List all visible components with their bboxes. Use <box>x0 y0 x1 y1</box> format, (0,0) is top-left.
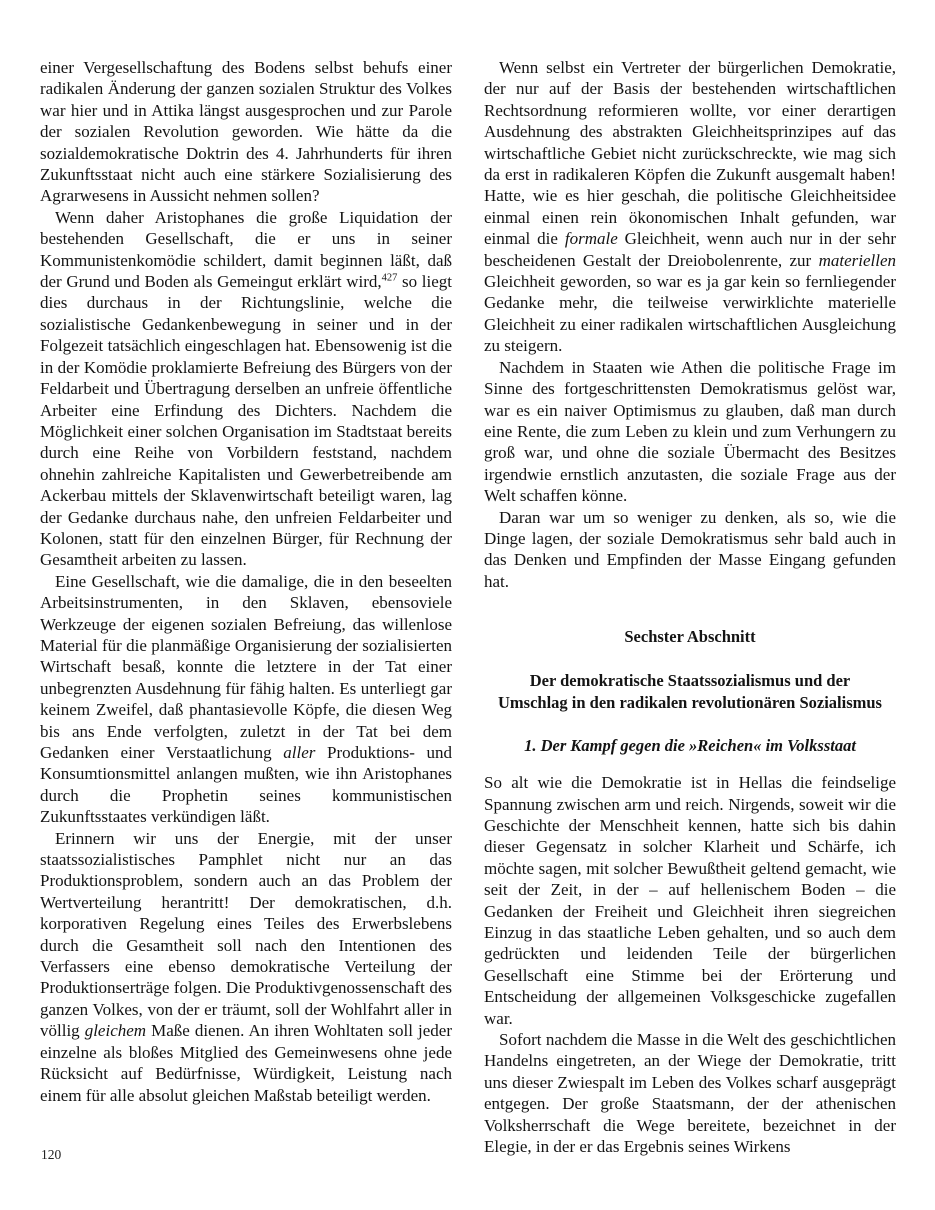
paragraph: Wenn selbst ein Vertreter der bürgerlichen Demokratie, der nur auf der Basis der bestehenden wirtschaftlichen Rechtsordnung reformieren wollte, vor einer derartigen Ausdehnung des abstrakten Gleichheitsprinzipes auf das wirtschaftliche Gebiet nicht zurückschreckte, wie mag sich da erst in radikaleren Köpfen die Zukunft ausgemalt haben! Hatte, wie es hier geschah, die politische Gleichheitsidee einmal einen rein ökonomischen Inhalt gefunden, war einmal die formale Gleichheit, wenn auch nur in der sehr bescheidenen Gestalt der Dreiobolenrente, zur materiellen Gleichheit geworden, so war es ja gar kein so fernliegender Gedanke mehr, die teilweise verwirklichte materielle Gleichheit zu einer radikalen wirtschaftlichen Ausgleichung zu steigern. <box>484 58 896 356</box>
left-column <box>40 57 452 1157</box>
text-block <box>40 57 896 1157</box>
paragraph: So alt wie die Demokratie ist in Hellas die feindselige Spannung zwischen arm und reich. Nirgends, soweit wir die Geschichte der Menschheit kennen, hatte sich bis dahin dieser Gegensatz in solcher Klarheit und Schärfe, ich möchte sagen, mit solcher Bewußtheit geltend gemacht, wie seit der Zeit, in der – auf hellenischem Boden – die Gedanken der Freiheit und Gleichheit ihren siegreichen Einzug in das staatliche Leben gehalten, und so auch dem gedrückten und leidenden Teile der bürgerlichen Gesellschaft eine Stimme bei der Erörterung und Entscheidung der allgemeinen Volksgeschicke zugefallen war. <box>484 773 896 1028</box>
chapter-title-line: Der demokratische Staatssozialismus und der <box>529 671 851 691</box>
right-column <box>484 57 896 1157</box>
paragraph: Wenn daher Aristophanes die große Liquidation der bestehenden Gesellschaft, die er uns in seiner Kommunistenkomödie schildert, damit beginnen läßt, daß der Grund und Boden als Gemeingut erklärt wird,$^{427}$ so liegt dies durchaus in der Richtungslinie, welche die sozialistische Gedankenbewegung in seiner und in der Folgezeit tatsächlich eingeschlagen hat. Ebensowenig ist die in der Komödie proklamierte Befreiung des Bürgers von der Feldarbeit und Übertragung derselben an unfreie öffentliche Arbeiter eine Erfindung des Dichters. Nachdem die Möglichkeit einer solchen Organisation im Stadtstaat bereits durch eine Reihe von Vorbildern feststand, nachdem ohnehin zahlreiche Kapitalisten und Gewerbetreibende am Ackerbau mittels der Sklavenwirtschaft beteiligt waren, lag der Gedanke durchaus nahe, den unfreien Feldarbeiter und Kolonen, statt für den einzelnen Bürger, für Rechnung der Gesamtheit arbeiten zu lassen. <box>40 207 452 570</box>
section-heading: Sechster Abschnitt <box>624 627 756 647</box>
subsection-heading: 1. Der Kampf gegen die »Reichen« im Volksstaat <box>524 736 856 756</box>
paragraph: einer Vergesellschaftung des Bodens selbst behufs einer radikalen Änderung der ganzen sozialen Struktur des Volkes war hier und in Attika längst ausgesprochen und zur Parole der sozialen Revolution geworden. Wie hätte da die sozialdemokratische Doktrin des 4. Jahrhunderts für ihren Zukunftsstaat nicht auch eine stärkere Sozialisierung des Agrarwesens in Aussicht nehmen sollen? <box>40 58 452 206</box>
paragraph: Nachdem in Staaten wie Athen die politische Frage im Sinne des fortgeschrittensten Demokratismus gelöst war, war es ein naiver Optimismus zu glauben, daß man durch eine Rente, die zum Leben zu klein und zum Verhungern zu groß war, und ohne die soziale Übermacht des Besitzes irgendwie ernstlich anzutasten, die soziale Frage aus der Welt schaffen könne. <box>484 357 896 506</box>
paragraph: Sofort nachdem die Masse in die Welt des geschichtlichen Handelns eingetreten, an der Wiege der Demokratie, tritt uns dieser Zwiespalt im Leben des Volkes scharf ausgeprägt entgegen. Der große Staatsmann, der der athenischen Volksherrschaft die Wege bereitete, bezeichnet in der Elegie, in der er das Ergebnis seines Wirkens <box>484 1030 896 1157</box>
chapter-title-line: Umschlag in den radikalen revolutionären Sozialismus <box>498 693 882 713</box>
paragraph: Erinnern wir uns der Energie, mit der unser staatssozialistisches Pamphlet nicht nur an das Produktionsproblem, sondern auch an das Problem der Wertverteilung herantritt! Der demokratischen, d.h. korporativen Regelung eines Teiles des Erwerbslebens durch die Gesamtheit soll nach den Intentionen des Verfassers eine ebenso demokratische Verteilung der Produktionserträge folgen. Die Produktivgenossenschaft des ganzen Volkes, von der er träumt, soll der Wohlfahrt aller in völlig gleichem Maße dienen. An ihren Wohltaten soll jeder einzelne als bloßes Mitglied des Gemeinwesens ohne jede Rücksicht auf Bedürfnisse, Würdigkeit, Leistung nach einem für alle absolut gleichen Maßstab beteiligt werden. <box>40 828 452 1105</box>
page-number: 120 <box>41 1147 62 1162</box>
chapter-title <box>484 670 896 714</box>
paragraph: Daran war um so weniger zu denken, als so, wie die Dinge lagen, der soziale Demokratismus sehr bald auch in das Denken und Empfinden der Masse Eingang gefunden hat. <box>484 507 896 591</box>
paragraph: Eine Gesellschaft, wie die damalige, die in den beseelten Arbeitsinstrumenten, in den Sklaven, ebensoviele Werkzeuge der eigenen sozialen Befreiung, das willenlose Material für die planmäßige Organisierung der sozialisierten Wirtschaft besaß, konnte die letztere in der Tat einer unbegrenzten Ausdehnung für fähig halten. Es unterliegt gar keinem Zweifel, daß phantasievolle Köpfe, die diesen Weg bis ans Ende verfolgten, zuletzt in der Tat bei dem Gedanken einer Verstaatlichung aller Produktions- und Konsumtionsmittel anlangen mußten, wie ihn Aristophanes durch die Prophetin seines kommunistischen Zukunftsstaates verkündigen läßt. <box>40 571 453 827</box>
